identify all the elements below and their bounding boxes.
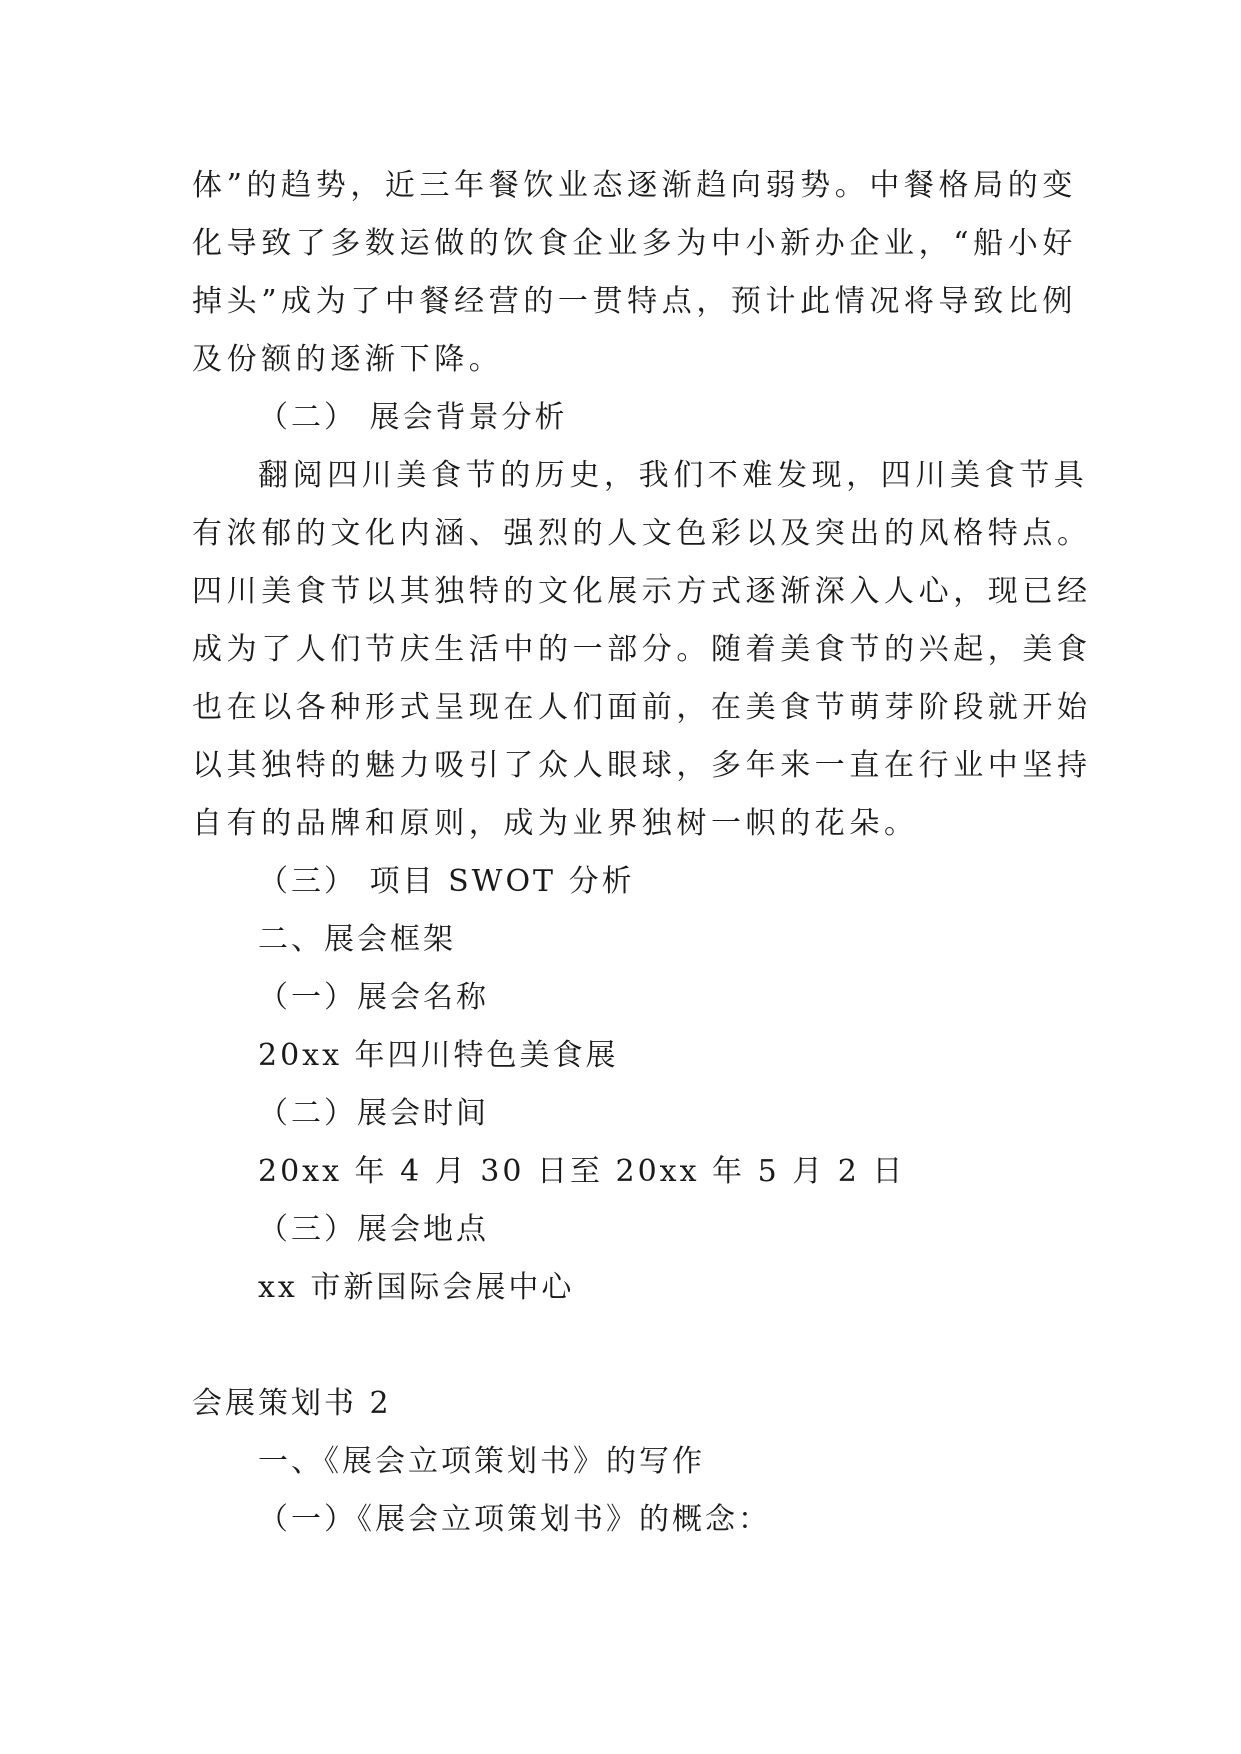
section-heading: （一）《展会立项策划书》的概念： (258, 1502, 771, 1537)
paragraph-line: 也在以各种形式呈现在人们面前，在美食节萌芽阶段就开始 (192, 690, 1092, 725)
paragraph-line: 四川美食节以其独特的文化展示方式逐渐深入人心，现已经 (192, 574, 1092, 609)
paragraph-line: 翻阅四川美食节的历史，我们不难发现，四川美食节具 (258, 458, 1089, 493)
paragraph-line: 化导致了多数运做的饮食企业多为中小新办企业，“船小好 (192, 226, 1077, 261)
section-heading: （二） 展会背景分析 (258, 400, 568, 435)
paragraph-line: xx 市新国际会展中心 (258, 1270, 575, 1305)
section-heading: （三） 项目 SWOT 分析 (258, 864, 635, 899)
paragraph-line: 有浓郁的文化内涵、强烈的人文色彩以及突出的风格特点。 (192, 516, 1092, 551)
paragraph-line: 自有的品牌和原则，成为业界独树一帜的花朵。 (192, 806, 919, 841)
paragraph-line: 20xx 年 4 月 30 日至 20xx 年 5 月 2 日 (258, 1154, 906, 1189)
paragraph-line: 及份额的逐渐下降。 (192, 342, 504, 377)
document-title: 会展策划书 2 (192, 1386, 392, 1421)
section-heading: 一、《展会立项策划书》的写作 (258, 1444, 705, 1479)
section-heading: （二）展会时间 (258, 1096, 489, 1131)
section-heading: 二、展会框架 (258, 922, 456, 957)
section-heading: （一）展会名称 (258, 980, 489, 1015)
paragraph-line: 成为了人们节庆生活中的一部分。随着美食节的兴起，美食 (192, 632, 1092, 667)
paragraph-line: 体”的趋势，近三年餐饮业态逐渐趋向弱势。中餐格局的变 (192, 168, 1077, 203)
paragraph-line: 以其独特的魅力吸引了众人眼球，多年来一直在行业中坚持 (192, 748, 1092, 783)
section-heading: （三）展会地点 (258, 1212, 489, 1247)
paragraph-line: 20xx 年四川特色美食展 (258, 1038, 619, 1073)
paragraph-line: 掉头”成为了中餐经营的一贯特点，预计此情况将导致比例 (192, 284, 1077, 319)
